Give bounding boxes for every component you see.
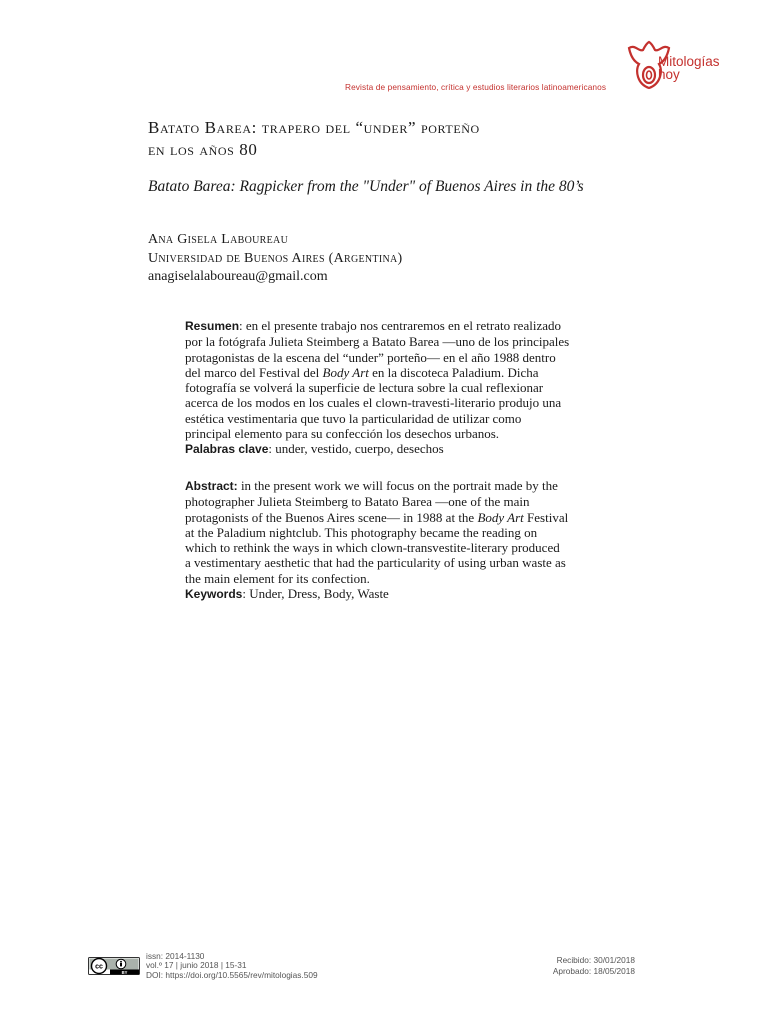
article-title-line1: Batato Barea: trapero del “under” porteño <box>148 118 480 137</box>
resumen-line: acerca de los modos en los cuales el clown-travesti-literario produjo una <box>185 395 562 411</box>
abstract-line: a vestimentary aesthetic that had the particularity of using urban waste as <box>185 555 566 571</box>
resumen-line: estética vestimentaria que tuvo la particularidad de utilizar como <box>185 410 522 426</box>
resumen-line <box>185 318 615 334</box>
abstract-line <box>185 510 615 525</box>
journal-header <box>345 38 725 100</box>
body-art-emphasis: Body Art <box>477 509 524 525</box>
publication-info <box>146 952 318 980</box>
palabras-clave-line <box>185 441 615 457</box>
logo-wordmark-line2: hoy <box>658 67 680 82</box>
body-art-emphasis: Body Art <box>322 364 369 380</box>
abstract-line: at the Paladium nightclub. This photography became the reading on <box>185 524 538 540</box>
abstract-line: photographer Julieta Steimberg to Batato Barea —one of the main <box>185 494 530 510</box>
logo-wordmark <box>658 55 720 81</box>
volume-info: vol.º 17 | junio 2018 | 15-31 <box>146 960 247 971</box>
palabras-clave-values: : under, vestido, cuerpo, desechos <box>268 441 444 457</box>
resumen-text: del marco del Festival del <box>185 364 323 380</box>
resumen-text: en la discoteca Paladium. Dicha <box>368 364 539 380</box>
issn: issn: 2014-1130 <box>146 951 205 961</box>
abstract-block <box>185 478 615 602</box>
author-email[interactable]: anagiselalaboureau@gmail.com <box>148 269 328 284</box>
keywords-label: Keywords <box>185 587 243 602</box>
resumen-line: principal elemento para su confección los desechos urbanos. <box>185 426 500 442</box>
journal-tagline: Revista de pensamiento, crítica y estudios literarios latinoamericanos <box>345 82 607 92</box>
abstract-line: the main element for its confection. <box>185 570 370 586</box>
submission-dates <box>553 955 635 977</box>
logo-wordmark-line1: Mitologías <box>658 54 720 69</box>
resumen-block <box>185 318 615 458</box>
resumen-line: fotografía se volverá la superficie de lectura sobre la cual reflexionar <box>185 380 544 396</box>
resumen-line <box>185 365 615 380</box>
abstract-text: protagonists of the Buenos Aires scene— in 1988 at the <box>185 509 478 525</box>
approved-date: Aprobado: 18/05/2018 <box>552 966 635 976</box>
keywords-line <box>185 586 615 602</box>
doi-link[interactable]: DOI: https://doi.org/10.5565/rev/mitologias.509 <box>146 969 318 980</box>
keywords-values: : Under, Dress, Body, Waste <box>242 586 389 602</box>
cc-text: cc <box>95 963 103 971</box>
article-title-line2: en los años 80 <box>148 140 258 159</box>
resumen-text: : en el presente trabajo nos centraremos en el retrato realizado <box>239 318 561 333</box>
resumen-line: protagonistas de la escena del “under” porteño— en el año 1988 dentro <box>185 349 556 365</box>
resumen-label: Resumen <box>185 319 240 333</box>
received-date: Recibido: 30/01/2018 <box>556 955 635 965</box>
abstract-line: which to rethink the ways in which clown-transvestite-literary produced <box>185 540 560 556</box>
article-title <box>148 117 618 161</box>
article-subtitle: Batato Barea: Ragpicker from the "Under" of Buenos Aires in the 80’s <box>148 178 584 195</box>
palabras-clave-label: Palabras clave <box>185 442 269 457</box>
resumen-line: por la fotógrafa Julieta Steimberg a Batato Barea —uno de los principales <box>185 334 570 350</box>
author-affiliation: Universidad de Buenos Aires (Argentina) <box>148 250 403 266</box>
abstract-text: Festival <box>523 509 569 525</box>
author-name: Ana Gisela Laboureau <box>148 232 289 247</box>
abstract-text: in the present work we will focus on the portrait made by the <box>237 478 558 493</box>
abstract-line <box>185 478 615 494</box>
abstract-label: Abstract: <box>185 479 238 493</box>
author-block <box>148 231 402 287</box>
cc-by-icon[interactable] <box>88 957 140 975</box>
cc-by-text: BY <box>121 969 128 975</box>
